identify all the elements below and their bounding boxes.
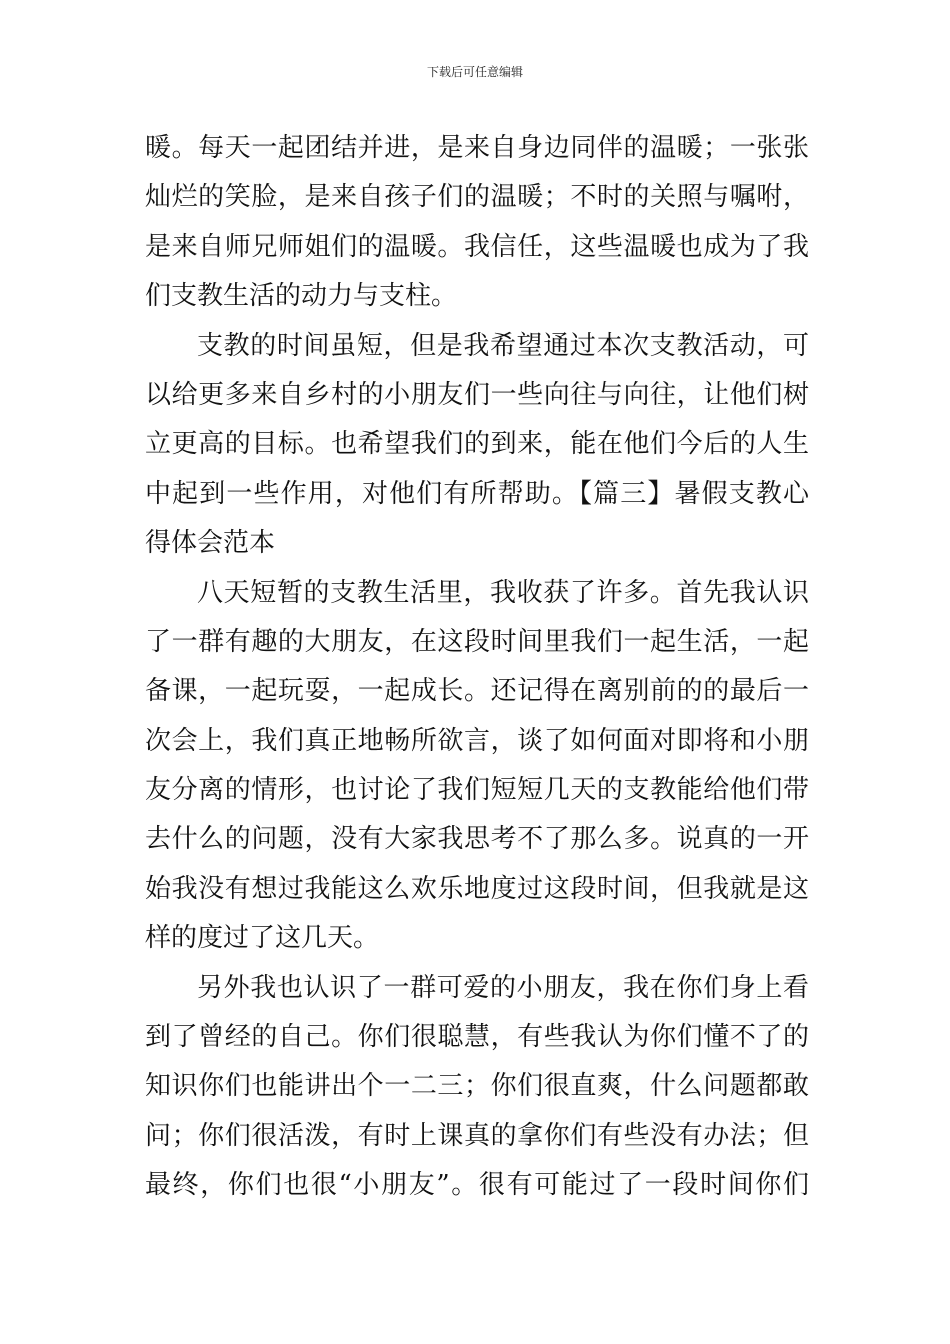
text-line: 样的度过了这几天。 xyxy=(145,923,380,954)
text-line: 次会上，我们真正地畅所欲言，谈了如何面对即将和小朋 xyxy=(145,725,809,756)
text-line: 另外我也认识了一群可爱的小朋友，我在你们身上看 xyxy=(197,972,809,1003)
text-line: 到了曾经的自己。你们很聪慧，有些我认为你们懂不了的 xyxy=(145,1022,809,1053)
text-line: 问；你们很活泼，有时上课真的拿你们有些没有办法；但 xyxy=(145,1120,809,1151)
text-line: 支教的时间虽短，但是我希望通过本次支教活动，可 xyxy=(197,330,809,361)
text-line: 知识你们也能讲出个一二三；你们很直爽，什么问题都敢 xyxy=(145,1071,809,1102)
text-line: 立更高的目标。也希望我们的到来，能在他们今后的人生 xyxy=(145,429,809,460)
text-line: 八天短暂的支教生活里，我收获了许多。首先我认识 xyxy=(197,577,809,608)
text-line: 了一群有趣的大朋友，在这段时间里我们一起生活，一起 xyxy=(145,626,809,657)
text-line: 是来自师兄师姐们的温暖。我信任，这些温暖也成为了我 xyxy=(145,231,809,262)
text-line: 以给更多来自乡村的小朋友们一些向往与向往，让他们树 xyxy=(145,379,809,410)
text-line: 灿烂的笑脸，是来自孩子们的温暖；不时的关照与嘱咐， xyxy=(145,182,809,213)
text-line: 友分离的情形，也讨论了我们短短几天的支教能给他们带 xyxy=(145,775,809,806)
text-line: 去什么的问题，没有大家我思考不了那么多。说真的一开 xyxy=(145,824,809,855)
text-line: 们支教生活的动力与支柱。 xyxy=(145,281,458,312)
text-line: 备课，一起玩耍，一起成长。还记得在离别前的的最后一 xyxy=(145,676,809,707)
text-line: 最终，你们也很“小朋友”。很有可能过了一段时间你们 xyxy=(145,1170,809,1201)
text-line: 始我没有想过我能这么欢乐地度过这段时间，但我就是这 xyxy=(145,873,809,904)
page-header: 下载后可任意编辑 xyxy=(426,65,523,79)
text-line: 中起到一些作用，对他们有所帮助。【篇三】暑假支教心 xyxy=(145,478,809,509)
document-body xyxy=(145,124,809,1211)
text-line: 得体会范本 xyxy=(145,528,276,559)
text-line: 暖。每天一起团结并进，是来自身边同伴的温暖；一张张 xyxy=(145,133,809,163)
